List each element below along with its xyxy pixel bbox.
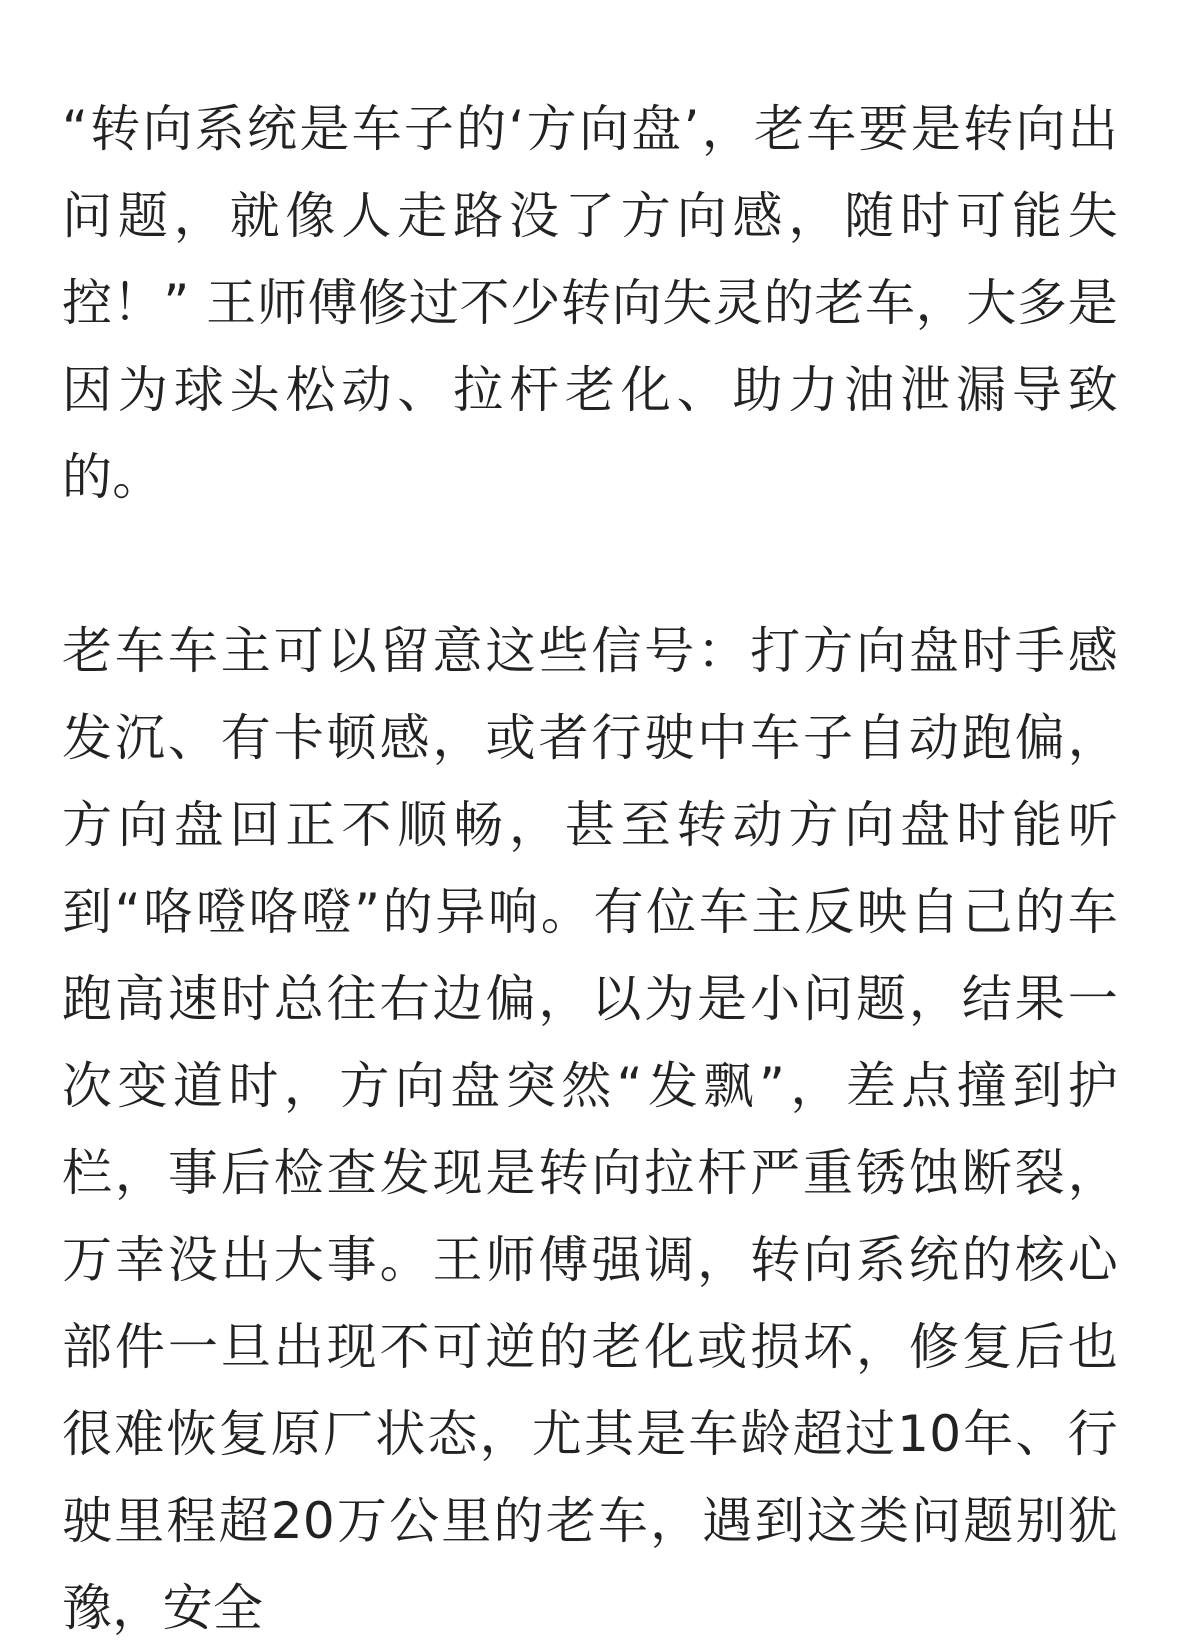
article-body: [62, 86, 1118, 1652]
article-paragraph-1: “转向系统是车子的‘方向盘’，老车要是转向出问题，就像人走路没了方向感，随时可能失控！” 王师傅修过不少转向失灵的老车，大多是因为球头松动、拉杆老化、助力油泄漏导致的。: [62, 100, 1118, 506]
article-paragraph-2: 老车车主可以留意这些信号：打方向盘时手感发沉、有卡顿感，或者行驶中车子自动跑偏，方向盘回正不顺畅，甚至转动方向盘时能听到“咯噔咯噔”的异响。有位车主反映自己的车跑高速时总往右边偏，以为是小问题，结果一次变道时，方向盘突然“发飘”，差点撞到护栏，事后检查发现是转向拉杆严重锈蚀断裂，万幸没出大事。王师傅强调，转向系统的核心部件一旦出现不可逆的老化或损坏，修复后也很难恢复原厂状态，尤其是车龄超过10年、行驶里程超20万公里的老车，遇到这类问题别犹豫，安全: [62, 622, 1118, 1637]
